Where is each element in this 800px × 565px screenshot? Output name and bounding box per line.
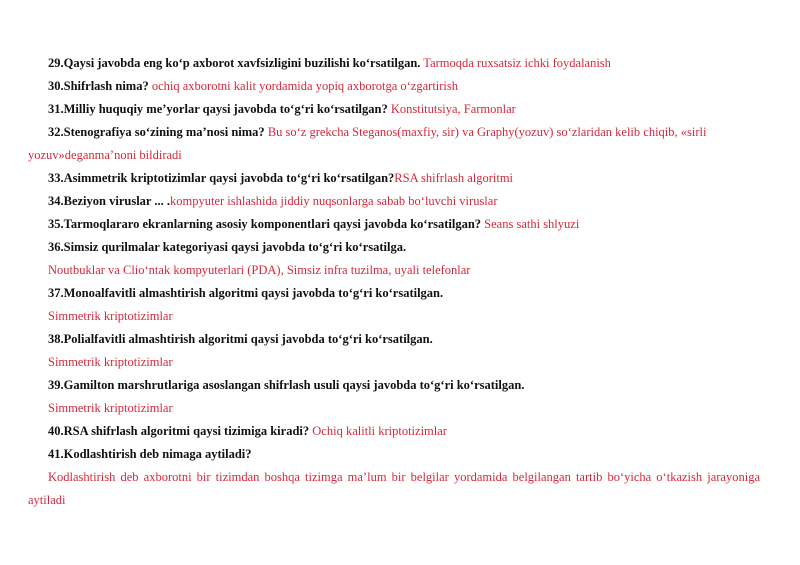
answer-text: Konstitutsiya, Farmonlar (387, 102, 516, 116)
answer-text: kompyuter ishlashida jiddiy nuqsonlarga sabab bo‘luvchi viruslar (170, 194, 498, 208)
answer-text: Simmetrik kriptotizimlar (48, 401, 173, 415)
qa-item-30 (28, 75, 760, 98)
qa-item-38-question (28, 328, 760, 351)
qa-item-32 (28, 121, 760, 167)
question-text: 37.Monoalfavitli almashtirish algoritmi qaysi javobda to‘g‘ri ko‘rsatilgan. (48, 286, 444, 300)
qa-item-36-answer (28, 259, 760, 282)
qa-item-29 (28, 52, 760, 75)
qa-item-36-question (28, 236, 760, 259)
qa-item-37-answer (28, 305, 760, 328)
qa-item-39-answer (28, 397, 760, 420)
answer-text: Ochiq kalitli kriptotizimlar (309, 424, 447, 438)
qa-item-41-question (28, 443, 760, 466)
question-text: 39.Gamilton marshrutlariga asoslangan shifrlash usuli qaysi javobda to‘g‘ri ko‘rsatilgan. (48, 378, 525, 392)
question-text: 40.RSA shifrlash algoritmi qaysi tizimiga kiradi? (48, 424, 310, 438)
qa-item-41-answer (28, 466, 760, 512)
answer-text: Kodlashtirish deb axborotni bir tizimdan boshqa tizimga ma’lum bir belgilar yordamida belgilangan tartib bo‘yicha o‘tkazish jarayoniga aytiladi (28, 470, 760, 507)
qa-item-31 (28, 98, 760, 121)
qa-item-37-question (28, 282, 760, 305)
answer-text: Simmetrik kriptotizimlar (48, 309, 173, 323)
qa-item-38-answer (28, 351, 760, 374)
question-text: 31.Milliy huquqiy me’yorlar qaysi javobda to‘g‘ri ko‘rsatilgan? (48, 102, 388, 116)
question-text: 30.Shifrlash nima? (48, 79, 149, 93)
question-text: 34.Beziyon viruslar ... . (48, 194, 170, 208)
answer-text: Tarmoqda ruxsatsiz ichki foydalanish (420, 56, 611, 70)
answer-text: Seans sathi shlyuzi (481, 217, 580, 231)
qa-item-33 (28, 167, 760, 190)
answer-text: Simmetrik kriptotizimlar (48, 355, 173, 369)
question-text: 36.Simsiz qurilmalar kategoriyasi qaysi javobda to‘g‘ri ko‘rsatilga. (48, 240, 407, 254)
answer-text: RSA shifrlash algoritmi (394, 171, 514, 185)
answer-text: Bu so‘z grekcha Steganos(maxfiy, sir) va Graphy(yozuv) so‘zlaridan kelib chiqib, «sirli yozuv»deganma’noni bildiradi (28, 125, 707, 162)
qa-item-39-question (28, 374, 760, 397)
question-text: 29.Qaysi javobda eng ko‘p axborot xavfsizligini buzilishi ko‘rsatilgan. (48, 56, 421, 70)
qa-item-40 (28, 420, 760, 443)
question-text: 41.Kodlashtirish deb nimaga aytiladi? (48, 447, 252, 461)
question-text: 35.Tarmoqlararo ekranlarning asosiy komponentlari qaysi javobda ko‘rsatilgan? (48, 217, 482, 231)
question-text: 38.Polialfavitli almashtirish algoritmi qaysi javobda to‘g‘ri ko‘rsatilgan. (48, 332, 433, 346)
qa-item-35 (28, 213, 760, 236)
answer-text: Noutbuklar va Clio‘ntak kompyuterlari (PDA), Simsiz infra tuzilma, uyali telefonlar (48, 263, 471, 277)
question-text: 33.Asimmetrik kriptotizimlar qaysi javobda to‘g‘ri ko‘rsatilgan? (48, 171, 395, 185)
answer-text: ochiq axborotni kalit yordamida yopiq axborotga o‘zgartirish (148, 79, 459, 93)
question-text: 32.Stenografiya so‘zining ma’nosi nima? (48, 125, 265, 139)
qa-item-34 (28, 190, 760, 213)
